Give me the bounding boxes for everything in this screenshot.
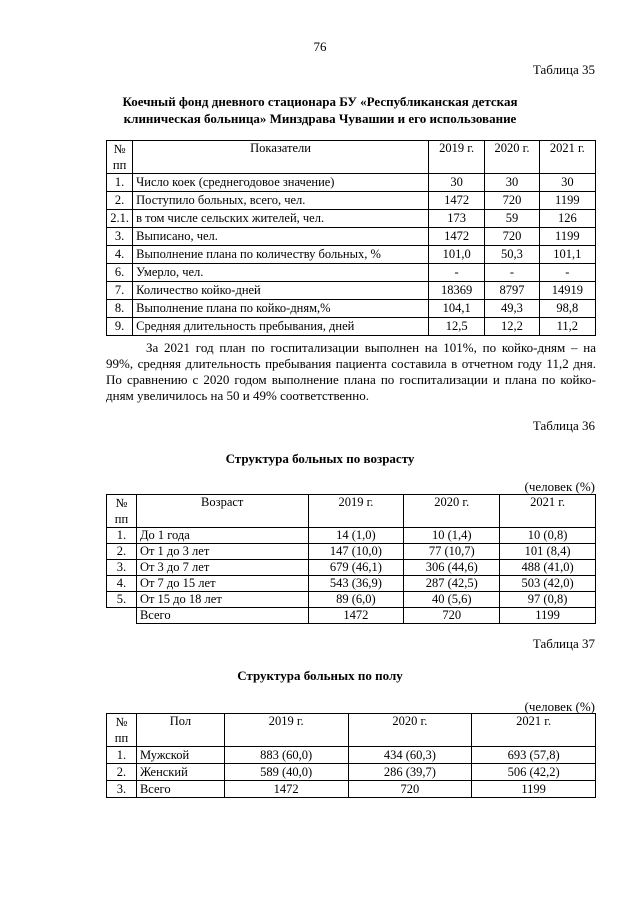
row-2021: 503 (42,0)	[500, 576, 596, 592]
row-num: 2.	[107, 544, 137, 560]
row-2020: 50,3	[485, 246, 539, 264]
table35-header-num	[107, 141, 133, 174]
table36-header-2019: 2019 г.	[308, 495, 404, 528]
row-2021: -	[539, 264, 595, 282]
table36-header-num-line2: пп	[114, 512, 129, 526]
row-label: Средняя длительность пребывания, дней	[133, 318, 429, 336]
table37-units: (человек (%)	[524, 699, 595, 714]
row-2021: 11,2	[539, 318, 595, 336]
table-row	[107, 246, 596, 264]
table35	[106, 140, 596, 336]
row-label: Количество койко-дней	[133, 282, 429, 300]
row-label: в том числе сельских жителей, чел.	[133, 210, 429, 228]
row-2019: 543 (36,9)	[308, 576, 404, 592]
row-label: Всего	[136, 608, 308, 624]
row-2020: 10 (1,4)	[404, 528, 500, 544]
table36-label: Таблица 36	[532, 418, 595, 433]
row-num: 1.	[107, 174, 133, 192]
page-number: 76	[313, 39, 327, 54]
table37-header-num	[107, 714, 137, 747]
row-2019: 14 (1,0)	[308, 528, 404, 544]
row-2020: 59	[485, 210, 539, 228]
table-row	[107, 300, 596, 318]
row-2020: 77 (10,7)	[404, 544, 500, 560]
row-2021: 10 (0,8)	[500, 528, 596, 544]
row-num: 4.	[107, 246, 133, 264]
table-row	[107, 210, 596, 228]
row-2020: 720	[485, 228, 539, 246]
row-label: От 3 до 7 лет	[136, 560, 308, 576]
row-2019: 101,0	[428, 246, 484, 264]
table-row-total	[107, 608, 596, 624]
row-2021: 101 (8,4)	[500, 544, 596, 560]
row-2020: 8797	[485, 282, 539, 300]
row-num: 8.	[107, 300, 133, 318]
row-num: 2.	[107, 764, 137, 781]
row-2021: 1199	[539, 228, 595, 246]
row-2019: 1472	[308, 608, 404, 624]
row-num: 9.	[107, 318, 133, 336]
table35-header-2020: 2020 г.	[485, 141, 539, 174]
row-2021: 693 (57,8)	[472, 747, 596, 764]
row-2020: -	[485, 264, 539, 282]
row-2020: 434 (60,3)	[348, 747, 472, 764]
table37-header-2019: 2019 г.	[224, 714, 348, 747]
table-row	[107, 764, 596, 781]
table36-units: (человек (%)	[524, 479, 595, 494]
row-num: 2.	[107, 192, 133, 210]
row-2021: 98,8	[539, 300, 595, 318]
row-num: 3.	[107, 560, 137, 576]
row-2020: 720	[404, 608, 500, 624]
row-2021: 488 (41,0)	[500, 560, 596, 576]
table-row	[107, 560, 596, 576]
row-2021: 14919	[539, 282, 595, 300]
row-2020: 49,3	[485, 300, 539, 318]
table35-title-line2: клиническая больница» Минздрава Чувашии и его использование	[123, 111, 517, 126]
row-label: От 7 до 15 лет	[136, 576, 308, 592]
row-2019: 89 (6,0)	[308, 592, 404, 608]
table36-header-2020: 2020 г.	[404, 495, 500, 528]
row-num: 4.	[107, 576, 137, 592]
row-2020: 287 (42,5)	[404, 576, 500, 592]
row-label: Мужской	[136, 747, 224, 764]
table37	[106, 713, 596, 798]
row-2020: 12,2	[485, 318, 539, 336]
row-label: Выполнение плана по количеству больных, %	[133, 246, 429, 264]
table37-header-sex: Пол	[136, 714, 224, 747]
row-num: 3.	[107, 781, 137, 798]
row-2019: 12,5	[428, 318, 484, 336]
row-label: Поступило больных, всего, чел.	[133, 192, 429, 210]
row-label: Выполнение плана по койко-дням,%	[133, 300, 429, 318]
table-row	[107, 264, 596, 282]
table37-header-row	[107, 714, 596, 747]
row-2019: 104,1	[428, 300, 484, 318]
row-2019: -	[428, 264, 484, 282]
row-2020: 720	[348, 781, 472, 798]
row-2021: 1199	[472, 781, 596, 798]
row-num: 3.	[107, 228, 133, 246]
row-2020: 286 (39,7)	[348, 764, 472, 781]
row-label: От 15 до 18 лет	[136, 592, 308, 608]
table37-header-num-line1: №	[115, 715, 128, 729]
row-2019: 589 (40,0)	[224, 764, 348, 781]
table-row	[107, 781, 596, 798]
table35-header-indicator: Показатели	[133, 141, 429, 174]
table-row	[107, 747, 596, 764]
row-2021: 1199	[500, 608, 596, 624]
row-num: 2.1.	[107, 210, 133, 228]
table-row	[107, 174, 596, 192]
row-2021: 97 (0,8)	[500, 592, 596, 608]
table36-title: Структура больных по возрасту	[225, 451, 415, 466]
table-row	[107, 528, 596, 544]
table37-title: Структура больных по полу	[237, 668, 403, 683]
row-2021: 126	[539, 210, 595, 228]
table36-header-2021: 2021 г.	[500, 495, 596, 528]
row-2019: 679 (46,1)	[308, 560, 404, 576]
row-2020: 30	[485, 174, 539, 192]
table35-header-num-line1: №	[113, 142, 126, 156]
row-label: Всего	[136, 781, 224, 798]
row-2019: 1472	[428, 192, 484, 210]
row-2019: 18369	[428, 282, 484, 300]
row-label: От 1 до 3 лет	[136, 544, 308, 560]
table35-title-line1: Коечный фонд дневного стационара БУ «Республиканская детская	[122, 94, 518, 109]
row-2019: 30	[428, 174, 484, 192]
row-2019: 1472	[224, 781, 348, 798]
row-2020: 40 (5,6)	[404, 592, 500, 608]
table36-header-num-line1: №	[115, 496, 128, 510]
row-2020: 720	[485, 192, 539, 210]
row-num: 5.	[107, 592, 137, 608]
row-2019: 173	[428, 210, 484, 228]
row-2020: 306 (44,6)	[404, 560, 500, 576]
table-row	[107, 544, 596, 560]
row-2019: 147 (10,0)	[308, 544, 404, 560]
row-num: 7.	[107, 282, 133, 300]
table-row	[107, 282, 596, 300]
table37-label: Таблица 37	[532, 636, 595, 651]
row-label: Число коек (среднегодовое значение)	[133, 174, 429, 192]
row-label: Женский	[136, 764, 224, 781]
table35-header-row	[107, 141, 596, 174]
table36-header-num	[107, 495, 137, 528]
row-2021: 506 (42,2)	[472, 764, 596, 781]
row-num: 1.	[107, 747, 137, 764]
row-label: Умерло, чел.	[133, 264, 429, 282]
table37-header-2021: 2021 г.	[472, 714, 596, 747]
table37-header-2020: 2020 г.	[348, 714, 472, 747]
row-2021: 30	[539, 174, 595, 192]
table-row	[107, 318, 596, 336]
table-row	[107, 592, 596, 608]
row-num: 1.	[107, 528, 137, 544]
table35-header-num-line2: пп	[112, 158, 127, 172]
table36-header-age: Возраст	[136, 495, 308, 528]
table-row	[107, 228, 596, 246]
table37-header-num-line2: пп	[114, 731, 129, 745]
row-2021: 1199	[539, 192, 595, 210]
summary-paragraph	[106, 340, 596, 404]
table36	[106, 494, 596, 624]
table35-header-2021: 2021 г.	[539, 141, 595, 174]
table35-label: Таблица 35	[532, 62, 595, 77]
table35-title	[0, 93, 640, 127]
table-row	[107, 192, 596, 210]
row-num: 6.	[107, 264, 133, 282]
table35-header-2019: 2019 г.	[428, 141, 484, 174]
row-2021: 101,1	[539, 246, 595, 264]
row-label: До 1 года	[136, 528, 308, 544]
row-num	[107, 608, 137, 624]
row-2019: 1472	[428, 228, 484, 246]
table36-header-row	[107, 495, 596, 528]
row-2019: 883 (60,0)	[224, 747, 348, 764]
row-label: Выписано, чел.	[133, 228, 429, 246]
summary-text: За 2021 год план по госпитализации выполнен на 101%, по койко-дням – на 99%, средняя длительность пребывания пациента составила в отчетном году 11,2 дня. По сравнению с 2020 годом выполнение плана по госпитализации и плана по койко-дням увеличилось на 50 и 49% соответственно.	[106, 340, 596, 403]
table-row	[107, 576, 596, 592]
